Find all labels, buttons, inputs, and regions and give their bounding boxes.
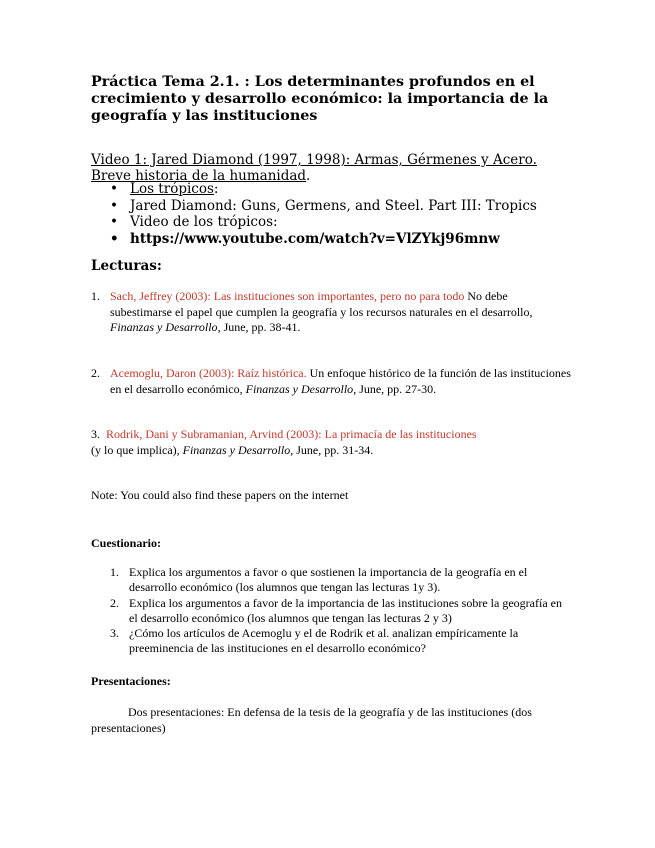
question-text: Explica los argumentos a favor o que sostienen la importancia de la geografía en el desarrollo económico (los alumnos que tengan las lecturas 1y 3). (129, 565, 528, 595)
question-text: Explica los argumentos a favor de la importancia de las instituciones sobre la geografía en el desarrollo económico (los alumnos que tengan las lecturas 2 y 3) (129, 595, 562, 625)
reading-title-link[interactable]: Sach, Jeffrey (2003): Las instituciones son importantes, pero no para todo (110, 289, 465, 303)
reading-tail: , June, pp. 27-30. (353, 381, 437, 396)
reading-text: (y lo que implica), (91, 442, 183, 457)
questionnaire-heading: Cuestionario: (91, 536, 161, 550)
reading-journal: Finanzas y Desarrollo (245, 381, 354, 396)
reading-body (110, 289, 571, 336)
video-list-item (110, 214, 537, 231)
video-heading-text[interactable]: Video 1: Jared Diamond (1997, 1998): Armas, Gérmenes y Acero. Breve historia de la humanidad (91, 152, 537, 184)
reading-tail: , June, pp. 38-41. (217, 320, 301, 334)
bullet-icon: • (110, 181, 118, 197)
reading-tail: , June, pp. 31-34. (290, 442, 374, 457)
presentations-heading: Presentaciones: (91, 674, 171, 688)
video-item-text: Jared Diamond: Guns, Germens, and Steel. Part III: Tropics (130, 197, 537, 214)
question-number: 3. (110, 626, 119, 641)
video-heading-end: . (306, 168, 311, 184)
reading-body (110, 366, 571, 397)
video-heading (91, 152, 581, 184)
reading-line (91, 427, 571, 443)
youtube-url-link[interactable]: https://www.youtube.com/watch?v=VlZYkj96mnw (130, 230, 500, 247)
bullet-icon: • (110, 214, 118, 230)
video-list-item (110, 181, 537, 198)
reading-item (91, 427, 571, 458)
reading-number: 1. (91, 289, 100, 303)
reading-journal: Finanzas y Desarrollo (182, 442, 291, 457)
reading-item (91, 366, 571, 397)
readings-heading: Lecturas: (91, 258, 162, 274)
reading-title-link[interactable]: Rodrik, Dani y Subramanian, Arvind (2003): La primacía de las instituciones (106, 427, 477, 441)
question-number: 1. (110, 565, 119, 579)
video-list-item (110, 198, 537, 215)
bullet-icon: • (110, 197, 118, 214)
reading-text: No debe subestimarse el papel que cumplen la geografía y los recursos naturales en el desarrollo, (110, 289, 533, 319)
question-item (110, 565, 570, 596)
question-item (110, 626, 570, 657)
reading-number: 2. (91, 366, 100, 380)
questionnaire-list (110, 565, 570, 657)
video-item-text: Video de los trópicos: (130, 214, 278, 230)
page-title: Práctica Tema 2.1. : Los determinantes profundos en el crecimiento y desarrollo económico: la importancia de la geografía y las instituciones (91, 74, 549, 124)
reading-number: 3. (91, 427, 100, 441)
reading-text: Un enfoque histórico de la función de las instituciones en el desarrollo económico, (110, 366, 571, 396)
question-text: ¿Cómo los artículos de Acemoglu y el de Rodrik et al. analizan empíricamente la preeminencia de las instituciones en el desarrollo económico? (129, 626, 519, 656)
reading-journal: Finanzas y Desarrollo (110, 320, 218, 334)
reading-line (91, 443, 571, 459)
presentations-text: Dos presentaciones: En defensa de la tesis de la geografía y de las instituciones (dos presentaciones) (91, 705, 532, 735)
tropics-suffix: : (213, 181, 219, 197)
video-list (110, 181, 537, 247)
reading-title-link[interactable]: Acemoglu, Daron (2003): Raíz histórica. (110, 366, 307, 380)
note-text: Note: You could also find these papers on the internet (91, 488, 349, 502)
bullet-icon: • (110, 230, 119, 247)
question-number: 2. (110, 595, 119, 610)
tropics-link[interactable]: Los trópicos (130, 181, 214, 197)
question-item (110, 596, 570, 627)
reading-item (91, 289, 571, 336)
video-list-item (110, 231, 537, 248)
